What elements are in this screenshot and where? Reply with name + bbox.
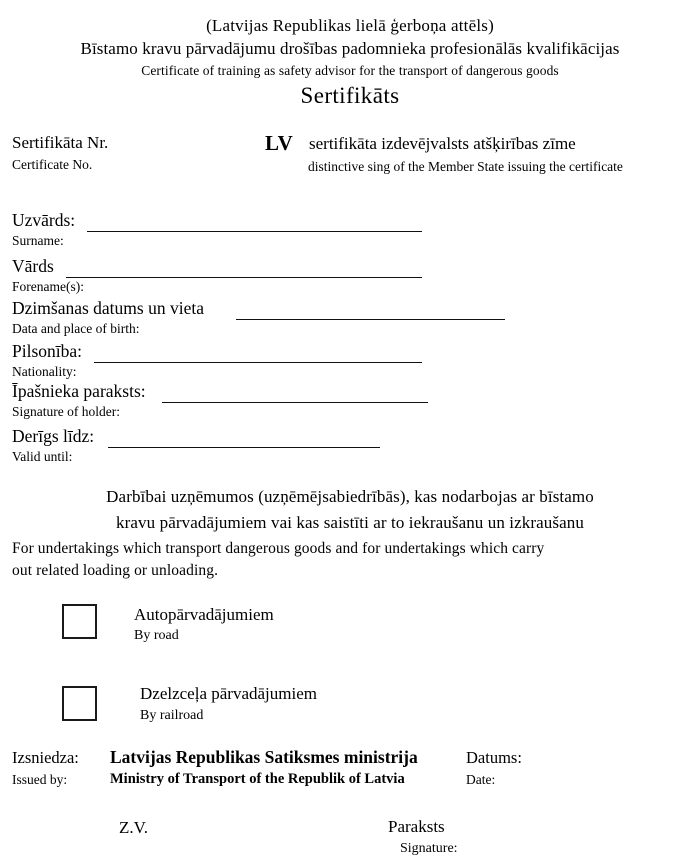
page-title: Sertifikāts [300, 83, 400, 108]
field-valid-until-input[interactable] [108, 447, 380, 448]
field-birth-input[interactable] [236, 319, 505, 320]
checkbox-by-railroad-label-lv: Dzelzceļa pārvadājumiem [140, 684, 317, 703]
state-mark-description-en: distinctive sing of the Member State issuing the certificate [308, 159, 623, 174]
emblem-note: (Latvijas Republikas lielā ģerboņa attēls) [206, 16, 494, 35]
field-forename-label-lv: Vārds [12, 256, 54, 276]
issuing-authority-en: Ministry of Transport of the Republik of Latvia [110, 771, 405, 787]
scope-text-lv-line1: Darbībai uzņēmumos (uzņēmējsabiedrībās), kas nodarbojas ar bīstamo [106, 487, 594, 506]
field-holder-signature-input[interactable] [162, 402, 428, 403]
checkbox-by-railroad-label-en: By railroad [140, 708, 204, 723]
field-surname-label-lv: Uzvārds: [12, 210, 76, 230]
certificate-subject-lv: Bīstamo kravu pārvadājumu drošības padomnieka profesionālās kvalifikācijas [80, 39, 620, 58]
field-forename-input[interactable] [66, 277, 422, 278]
field-holder-signature-label-lv: Īpašnieka paraksts: [12, 381, 146, 401]
field-surname-label-en: Surname: [12, 233, 64, 248]
field-nationality-input[interactable] [94, 362, 422, 363]
seal-mark-label: Z.V. [119, 818, 148, 837]
certificate-number-label-en: Certificate No. [12, 157, 93, 172]
field-forename-label-en: Forename(s): [12, 279, 84, 294]
issued-by-label-lv: Izsniedza: [12, 748, 79, 767]
checkbox-by-road[interactable] [62, 604, 97, 639]
date-label-lv: Datums: [466, 748, 522, 767]
field-valid-until-label-en: Valid until: [12, 449, 73, 464]
scope-text-lv-line2: kravu pārvadājumiem vai kas saistīti ar to iekraušanu un izkraušanu [116, 513, 584, 532]
field-birth-label-en: Data and place of birth: [12, 321, 140, 336]
field-surname-input[interactable] [87, 231, 422, 232]
checkbox-by-railroad[interactable] [62, 686, 97, 721]
state-distinctive-code: LV [265, 131, 294, 155]
issuing-authority-lv: Latvijas Republikas Satiksmes ministrija [110, 747, 418, 767]
field-holder-signature-label-en: Signature of holder: [12, 404, 120, 419]
state-mark-description-lv: sertifikāta izdevējvalsts atšķirības zīme [309, 134, 576, 153]
field-nationality-label-en: Nationality: [12, 364, 77, 379]
issued-by-label-en: Issued by: [12, 772, 68, 787]
signature-label-lv: Paraksts [388, 817, 445, 836]
checkbox-by-road-label-en: By road [134, 628, 179, 643]
field-nationality-label-lv: Pilsonība: [12, 341, 83, 361]
scope-text-en-line2: out related loading or unloading. [12, 562, 219, 579]
field-valid-until-label-lv: Derīgs līdz: [12, 426, 95, 446]
signature-label-en: Signature: [400, 841, 458, 856]
certificate-number-label-lv: Sertifikāta Nr. [12, 133, 109, 152]
certificate-subject-en: Certificate of training as safety advisor for the transport of dangerous goods [141, 63, 559, 78]
checkbox-by-road-label-lv: Autopārvadājumiem [134, 605, 274, 624]
date-label-en: Date: [466, 772, 496, 787]
scope-text-en-line1: For undertakings which transport dangerous goods and for undertakings which carry [12, 540, 545, 557]
field-birth-label-lv: Dzimšanas datums un vieta [12, 298, 204, 318]
